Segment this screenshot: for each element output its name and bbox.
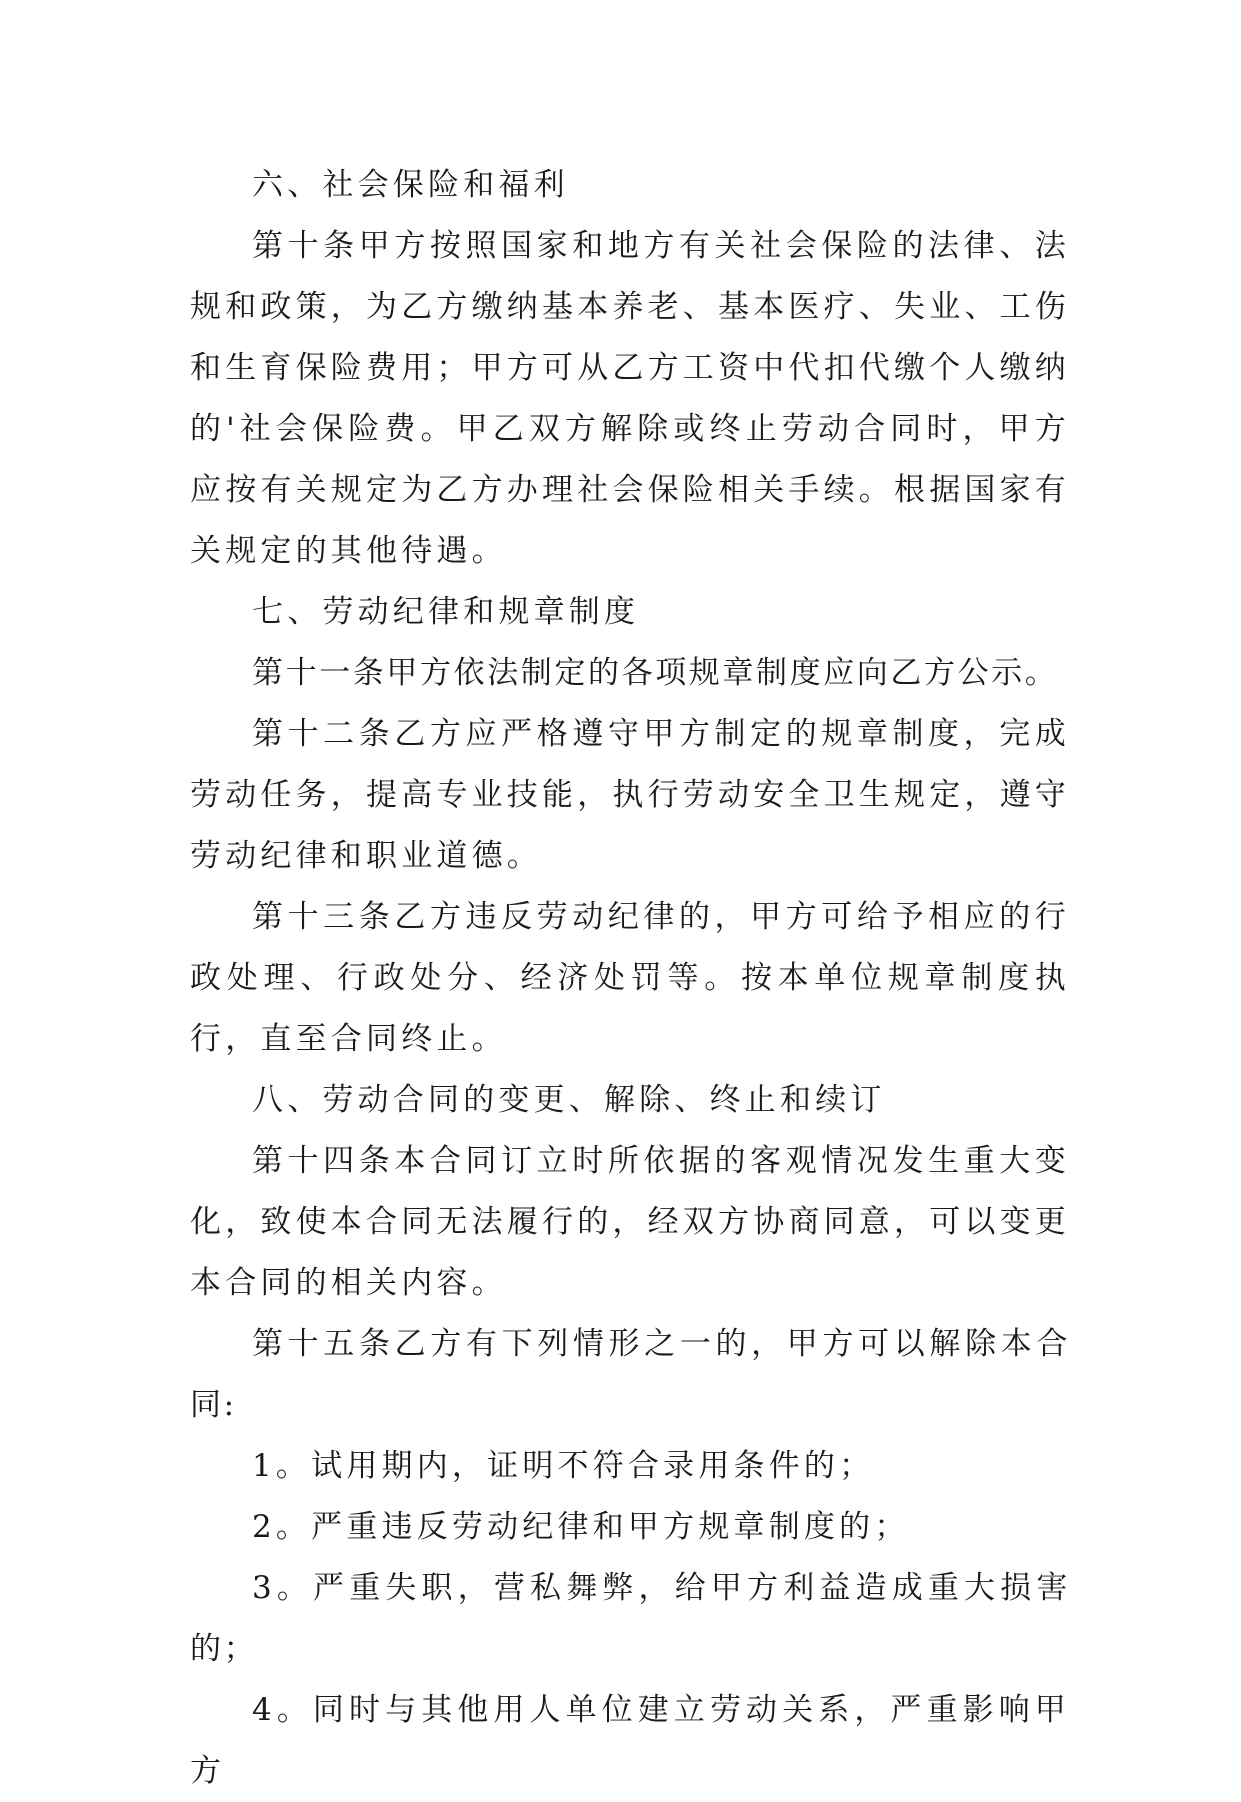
section-heading-labor-discipline: 七、劳动纪律和规章制度 [252,594,640,630]
article-10: 第十条甲方按照国家和地方有关社会保险的法律、法规和政策，为乙方缴纳基本养老、基本医疗、失业、工伤和生育保险费用；甲方可从乙方工资中代扣代缴个人缴纳的'社会保险费。甲乙双方解除或终止劳动合同时，甲方应按有关规定为乙方办理社会保险相关手续。根据国家有关规定的其他待遇。 [190,228,1070,569]
list-item-2: 2。严重违反劳动纪律和甲方规章制度的； [252,1509,910,1545]
document-body [190,155,1070,1802]
article-11: 第十一条甲方依法制定的各项规章制度应向乙方公示。 [252,655,1059,691]
list-item-1: 1。试用期内，证明不符合录用条件的； [252,1448,875,1484]
list-item-3: 3。严重失职，营私舞弊，给甲方利益造成重大损害的； [190,1570,1070,1667]
article-14: 第十四条本合同订立时所依据的客观情况发生重大变化，致使本合同无法履行的，经双方协商同意，可以变更本合同的相关内容。 [190,1143,1070,1301]
article-12: 第十二条乙方应严格遵守甲方制定的规章制度，完成劳动任务，提高专业技能，执行劳动安全卫生规定，遵守劳动纪律和职业道德。 [190,716,1070,874]
list-item-4: 4。同时与其他用人单位建立劳动关系，严重影响甲方 [190,1692,1070,1789]
section-heading-social-insurance: 六、社会保险和福利 [252,167,569,203]
article-13: 第十三条乙方违反劳动纪律的，甲方可给予相应的行政处理、行政处分、经济处罚等。按本单位规章制度执行，直至合同终止。 [190,899,1070,1057]
section-heading-contract-changes: 八、劳动合同的变更、解除、终止和续订 [252,1082,886,1118]
article-15: 第十五条乙方有下列情形之一的，甲方可以解除本合同: [190,1326,1070,1423]
